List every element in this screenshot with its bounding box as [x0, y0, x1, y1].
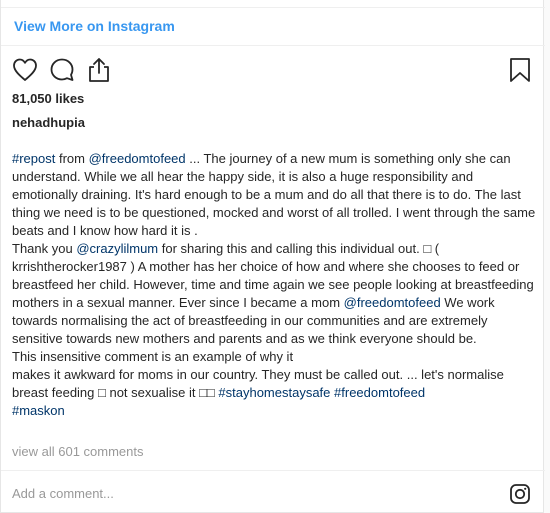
- hashtag-freedomtofeed[interactable]: #freedomtofeed: [334, 385, 426, 400]
- share-icon[interactable]: [85, 56, 113, 84]
- divider: [1, 470, 545, 471]
- comment-icon[interactable]: [48, 56, 76, 84]
- view-all-comments-link[interactable]: view all 601 comments: [12, 444, 144, 459]
- hashtag-maskon[interactable]: #maskon: [12, 403, 65, 418]
- caption-text: from: [55, 151, 89, 166]
- caption-text: for sharing this and calling this individual out. □ ( krrishtherocker1987 ) A mother has her choice of how and where she chooses to feed or breastfeed her child. However, time and time again we see people looking at breastfeeding mothers in a sexual manner. Ever since I became a mom: [12, 241, 534, 310]
- hashtag-repost[interactable]: #repost: [12, 151, 56, 166]
- caption-paragraph: [12, 150, 540, 240]
- caption-text: ... The journey of a new mum is something only she can understand. While we all hear the happy side, it is also a huge responsibility and emotionally draining. It's hard enough to be a mum and do all that there is to do. The last thing we need is to be questioned, mocked and worst of all trolled. I went through the same beats and I know how hard it is .: [12, 151, 536, 238]
- mention-crazylilmum[interactable]: @crazylilmum: [76, 241, 159, 256]
- caption-text: Thank you: [12, 241, 77, 256]
- likes-count[interactable]: 81,050 likes: [12, 91, 85, 106]
- post-caption: [12, 150, 540, 420]
- instagram-icon[interactable]: [509, 483, 531, 505]
- caption-paragraph: [12, 348, 540, 420]
- caption-text: makes it awkward for moms in our country. They must be called out. ... let's normalise breast feeding □ not sexualise it □□: [12, 367, 504, 400]
- caption-text: We work towards normalising the act of breastfeeding in our communities and are extremely sensitive towards new mothers and parents and as we think everyone should be.: [12, 295, 495, 346]
- caption-paragraph: [12, 240, 540, 348]
- mention-freedomtofeed[interactable]: @freedomtofeed: [343, 295, 441, 310]
- divider: [1, 45, 545, 46]
- hashtag-stayhomestaysafe[interactable]: #stayhomestaysafe: [218, 385, 331, 400]
- heart-icon[interactable]: [11, 56, 39, 84]
- mention-freedomtofeed[interactable]: @freedomtofeed: [88, 151, 186, 166]
- view-more-on-instagram-link[interactable]: View More on Instagram: [14, 18, 175, 34]
- bookmark-icon[interactable]: [507, 56, 533, 84]
- post-username[interactable]: nehadhupia: [12, 115, 85, 130]
- top-strip: [1, 0, 545, 8]
- add-comment-input[interactable]: [12, 486, 412, 501]
- caption-text: This insensitive comment is an example of why it: [12, 349, 294, 364]
